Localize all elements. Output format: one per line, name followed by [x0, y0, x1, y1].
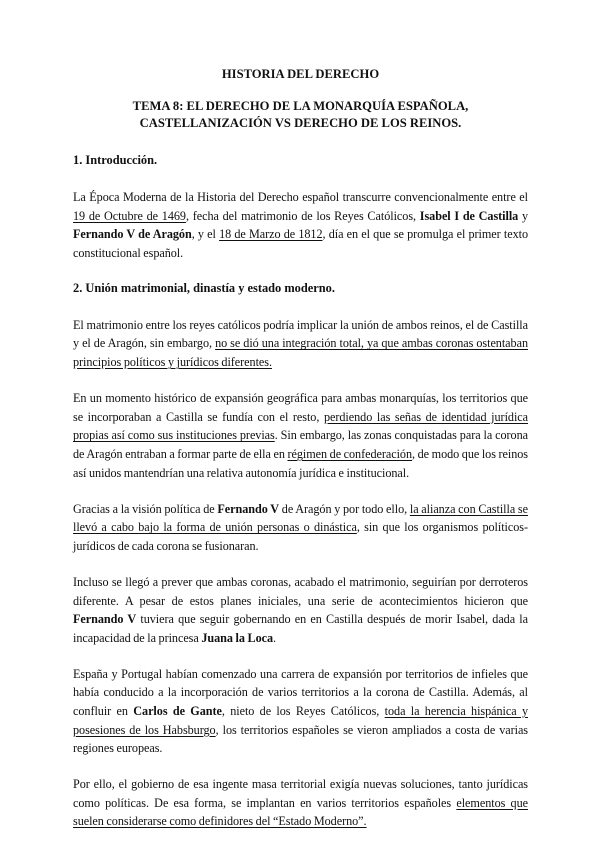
text-run: , y el	[191, 227, 220, 242]
text-run: de Aragón y por todo ello,	[279, 501, 410, 516]
text-run: . Sin embargo, las zonas conquistadas para la corona de Aragón entraban a formar parte de ella en	[73, 428, 528, 461]
text-run: España y Portugal habían comenzado una carrera de expansión por territorios de infieles que había conducido a la incorporación de varios territorios a la corona de Castilla. Además, al confluir en	[73, 666, 528, 718]
text-run: .	[273, 630, 277, 645]
text-run: La Época Moderna de la Historia del Derecho español transcurre convencionalmente entre el	[73, 190, 528, 204]
subtitle-line-2: CASTELLANIZACIÓN VS DERECHO DE LOS REINOS.	[139, 116, 462, 130]
bold-name-carlos: Carlos de Gante	[133, 703, 222, 718]
text-run: , los territorios españoles se vieron ampliados a costa de varias regiones europeas.	[73, 722, 529, 756]
underlined-date-start: 19 de Octubre de 1469	[73, 208, 186, 223]
document-subtitle	[73, 98, 528, 132]
text-run: , nieto de los Reyes Católicos,	[221, 703, 385, 718]
bold-name-fernando: Fernando V	[217, 501, 280, 516]
text-run: , sin que los organismos políticos-jurídicos de cada corona se fusionaran.	[73, 520, 528, 553]
underlined-phrase: perdiendo las señas de identidad jurídica propias así como sus instituciones previas	[73, 409, 529, 443]
paragraph-matrimonio	[73, 316, 528, 372]
section-1-heading: 1. Introducción.	[73, 153, 158, 167]
paragraph-estado-moderno	[73, 775, 528, 831]
bold-name-isabel: Isabel I de Castilla	[419, 208, 519, 223]
text-run: Incluso se llegó a prever que ambas coronas, acabado el matrimonio, seguirían por derroteros diferente. A pesar de estos planes iniciales, una serie de acontecimientos hicieron que	[73, 574, 528, 608]
document-title: HISTORIA DEL DERECHO	[221, 67, 380, 81]
subtitle-line-1: TEMA 8: EL DERECHO DE LA MONARQUÍA ESPAÑOLA,	[132, 99, 469, 113]
paragraph-expansion	[73, 389, 528, 482]
text-run: Gracias a la visión política de	[73, 501, 218, 516]
text-run: El matrimonio entre los reyes católicos podría implicar la unión de ambos reinos, el de Castilla y el de Aragón, sin embargo,	[73, 317, 528, 351]
section-2-heading: 2. Unión matrimonial, dinastía y estado moderno.	[73, 280, 335, 295]
text-run: tuviera que seguir gobernando en en Castilla después de morir Isabel, dada la incapacidad de la princesa	[73, 612, 529, 645]
text-run: En un momento histórico de expansión geográfica para ambas monarquías, los territorios que se incorporaban a Castilla se fundía con el resto,	[73, 391, 528, 424]
underlined-phrase: no se dió una integración total, ya que ambas coronas ostentaban principios políticos y jurídicos diferentes.	[73, 336, 528, 370]
underlined-phrase: régimen de confederación	[287, 446, 413, 461]
text-run: y	[518, 208, 528, 223]
text-run: , día en el que se promulga el primer texto constitucional español.	[73, 227, 529, 260]
bold-name-fernando: Fernando V de Aragón	[73, 227, 192, 242]
paragraph-introduction	[73, 188, 528, 262]
underlined-date-end: 18 de Marzo de 1812	[219, 227, 323, 242]
text-run: Por ello, el gobierno de esa ingente masa territorial exigía nuevas soluciones, tanto jurídicas como políticas. De esa forma, se implantan en varios territorios españoles	[73, 777, 528, 810]
bold-name-juana: Juana la Loca	[201, 630, 274, 645]
text-run: , de modo que los reinos así unidos mantendrían una relativa autonomía jurídica e institucional.	[73, 446, 529, 480]
underlined-phrase: la alianza con Castilla se llevó a cabo bajo la forma de unión personas o dinástica	[73, 501, 528, 535]
paragraph-coronas	[73, 573, 528, 647]
underlined-phrase: toda la herencia hispánica y posesiones de los Habsburgo	[73, 703, 528, 737]
paragraph-alianza	[73, 500, 528, 556]
paragraph-herencia	[73, 665, 528, 758]
bold-name-fernando: Fernando V	[73, 612, 137, 627]
underlined-phrase: elementos que suelen considerarse como definidores del “Estado Moderno”.	[73, 795, 528, 829]
text-run: , fecha del matrimonio de los Reyes Católicos,	[185, 208, 420, 223]
